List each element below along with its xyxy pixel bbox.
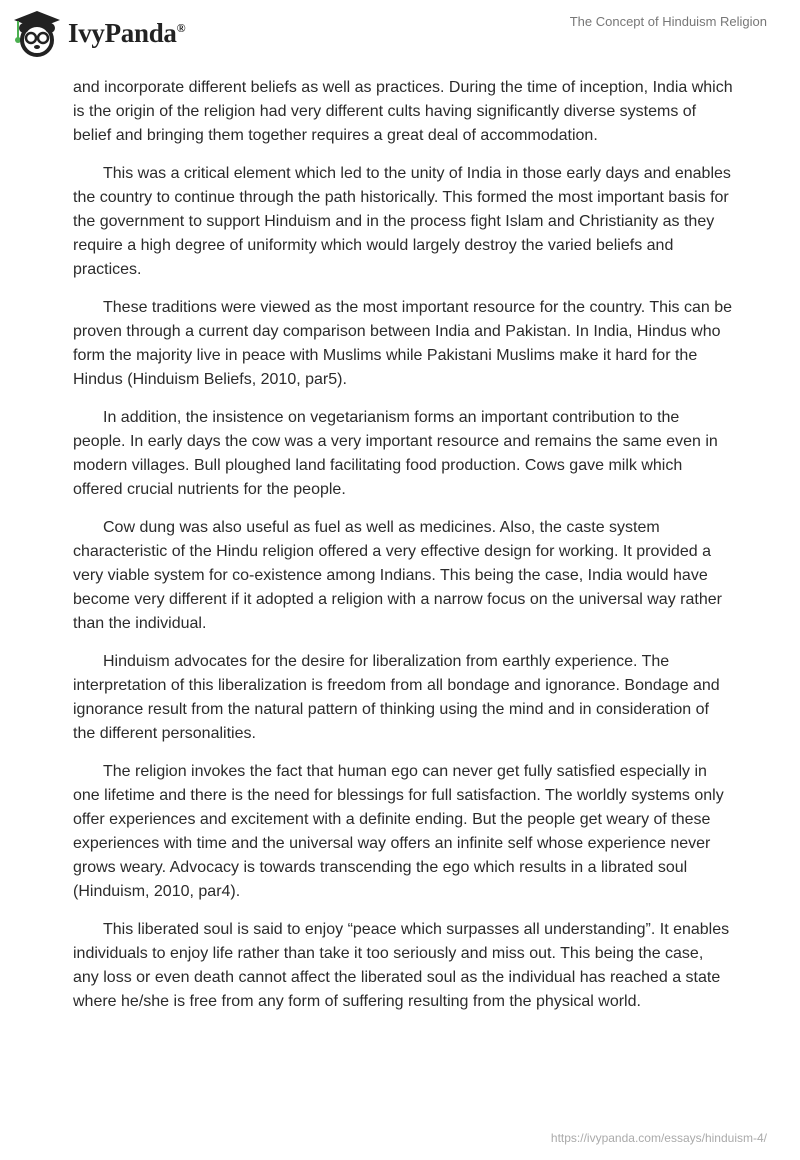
paragraph: These traditions were viewed as the most important resource for the country. This can be proven through a current day comparison between India and Pakistan. In India, Hindus who form the majority live in peace with Muslims while Pakistani Muslims make it hard for the Hindus (Hinduism Beliefs, 2010, par5). xyxy=(73,299,733,388)
ivypanda-logo[interactable] xyxy=(12,8,185,58)
paragraph: Cow dung was also useful as fuel as well as medicines. Also, the caste system characteristic of the Hindu religion offered a very effective design for working. It provided a very viable system for co-existence among Indians. This being the case, India would have become very different if it adopted a religion with a narrow focus on the universal way rather than the individual. xyxy=(73,519,722,632)
paragraph: In addition, the insistence on vegetarianism forms an important contribution to the people. In early days the cow was a very important resource and remains the same even in modern villages. Bull ploughed land facilitating food production. Cows gave milk which offered crucial nutrients for the people. xyxy=(73,409,718,498)
paragraph: This was a critical element which led to the unity of India in those early days and enables the country to continue through the path historically. This formed the most important basis for the government to support Hinduism and in the process fight Islam and Christianity as they require a high degree of uniformity which would largely destroy the varied beliefs and practices. xyxy=(73,165,731,278)
document-title: The Concept of Hinduism Religion xyxy=(569,14,767,29)
page-header xyxy=(0,0,800,70)
brand-name: IvyPanda® xyxy=(68,17,186,48)
essay-body xyxy=(73,76,733,1028)
paragraph: The religion invokes the fact that human ego can never get fully satisfied especially in one lifetime and there is the need for blessings for full satisfaction. The worldly systems only offer experiences and excitement with a definite ending. But the people get weary of these experiences with time and the universal way offers an infinite self whose experience never grows weary. Advocacy is towards transcending the ego which results in a librated soul (Hinduism, 2010, par4). xyxy=(73,763,724,900)
source-url-link[interactable]: https://ivypanda.com/essays/hinduism-4/ xyxy=(550,1131,767,1145)
paragraph: Hinduism advocates for the desire for liberalization from earthly experience. The interpretation of this liberalization is freedom from all bondage and ignorance. Bondage and ignorance result from the natural pattern of thinking using the mind and in consideration of the different personalities. xyxy=(73,653,720,742)
paragraph: and incorporate different beliefs as well as practices. During the time of inception, India which is the origin of the religion had very different cults having significantly diverse systems of belief and bringing them together requires a great deal of accommodation. xyxy=(73,79,733,144)
panda-graduate-icon xyxy=(12,8,62,58)
paragraph: This liberated soul is said to enjoy “peace which surpasses all understanding”. It enables individuals to enjoy life rather than take it too seriously and miss out. This being the case, any loss or even death cannot affect the liberated soul as the individual has reached a state where he/she is free from any form of suffering resulting from the physical world. xyxy=(73,921,730,1010)
